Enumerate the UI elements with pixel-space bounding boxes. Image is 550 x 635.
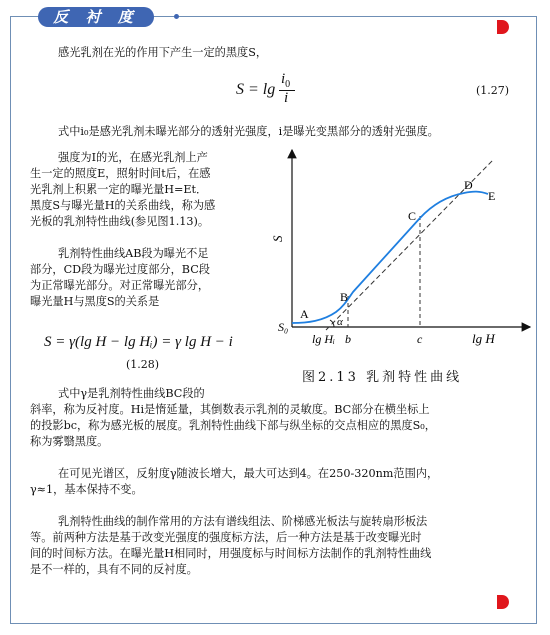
emulsion-characteristic-curve-figure <box>268 140 538 362</box>
text-line: 等。前两种方法是基于改变光强度的强度标方法，后一种方法是基于改变曝光时 <box>30 531 422 544</box>
text-line: 间的时间标方法。在曝光量H相同时，用强度标与时间标方法制作的乳剂特性曲线 <box>30 547 432 560</box>
point-label-e: E <box>488 189 496 203</box>
text-line: 式中γ是乳剂特性曲线BC段的 <box>58 387 205 400</box>
point-label-b: B <box>340 290 349 304</box>
paragraph-definition: 式中i₀是感光乳剂未曝光部分的透射光强度，i是曝光变黑部分的透射光强度。 <box>58 125 439 138</box>
text-line: 的投影bc，称为感光板的展度。乳剂特性曲线下部与纵坐标的交点相应的黑度S₀， <box>30 419 436 432</box>
text-line: γ≈1，基本保持不变。 <box>30 483 143 496</box>
paragraph-intro: 感光乳剂在光的作用下产生一定的黑度S， <box>58 46 268 59</box>
equation-number: (1.28) <box>126 358 160 371</box>
y-axis-label: S <box>270 235 285 242</box>
point-label-a: A <box>300 307 309 321</box>
text-line: 乳剂特性曲线AB段为曝光不足 <box>58 247 209 260</box>
tick-label-c: c <box>417 332 423 346</box>
characteristic-curve <box>292 192 488 323</box>
tick-label-lgHi: lg Hᵢ <box>312 332 335 346</box>
equation-number: (1.27) <box>476 84 510 97</box>
text-line: 称为雾翳黑度。 <box>30 435 109 448</box>
title-rule <box>154 16 176 17</box>
equation-denominator: i <box>284 90 289 106</box>
text-line: 强度为I的光，在感光乳剂上产 <box>58 151 208 164</box>
text-line: 乳剂特性曲线的制作常用的方法有谱线组法、阶梯感光板法与旋转扇形板法 <box>58 515 428 528</box>
title-rule-dot <box>174 14 179 19</box>
equation-numerator: $i_0$ <box>281 71 291 90</box>
text-line: 光板的乳剂特性曲线(参见图1.13)。 <box>30 215 210 228</box>
text-line: 为正常曝光部分。对正常曝光部分， <box>30 279 210 292</box>
tick-label-b: b <box>345 332 351 346</box>
equation-text: S = γ(lg H − lg Hᵢ) = γ lg H − i <box>44 334 233 350</box>
origin-label: S₀ <box>278 320 289 334</box>
equation-lhs: S = lg <box>236 81 276 98</box>
point-label-d: D <box>464 178 473 192</box>
text-line: 生一定的照度E，照射时间t后，在感 <box>30 167 211 180</box>
angle-label: α <box>337 316 343 328</box>
text-line: 曝光量H与黑度S的关系是 <box>30 295 160 308</box>
x-axis-label: lg H <box>472 331 495 346</box>
point-label-c: C <box>408 209 417 223</box>
text-line: 部分，CD段为曝光过度部分，BC段 <box>30 263 210 276</box>
text-line: 光乳剂上积累一定的曝光量H=Et． <box>30 183 208 196</box>
figure-caption: 图2.13 乳剂特性曲线 <box>302 370 463 385</box>
text-line: 斜率，称为反衬度。Hi是惰延量，其倒数表示乳剂的灵敏度。BC部分在横坐标上 <box>30 403 430 416</box>
text-line: 黑度S与曝光量H的关系曲线，称为感 <box>30 199 216 212</box>
text-line: 是不一样的，具有不同的反衬度。 <box>30 563 198 576</box>
section-title: 反 衬 度 <box>38 7 154 27</box>
text-line: 在可见光谱区，反射度γ随波长增大，最大可达到4。在250-320nm范围内， <box>58 467 439 480</box>
